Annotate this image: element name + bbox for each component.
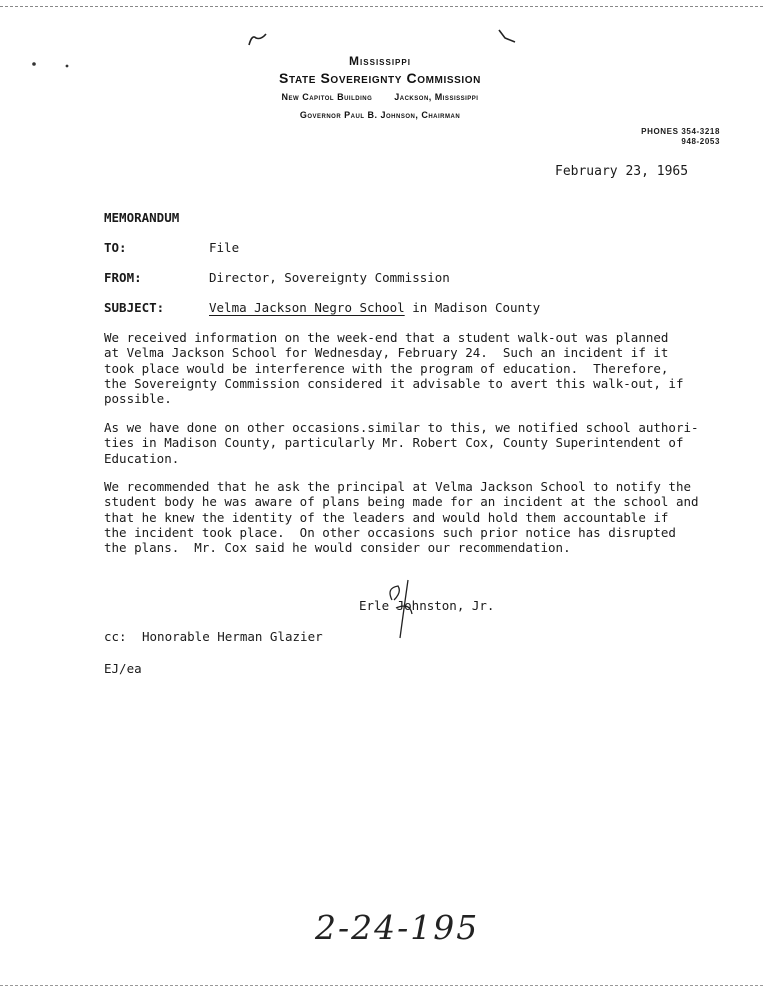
text-line: the Sovereignty Commission considered it advisable to avert this walk-out, if — [104, 375, 684, 391]
to-value: File — [209, 240, 240, 255]
phone-numbers — [641, 127, 720, 147]
text-line: As we have done on other occasions.similar to this, we notified school authori- — [104, 420, 699, 435]
body-paragraph-2 — [104, 420, 704, 466]
memo-date: February 23, 1965 — [555, 164, 689, 179]
body-paragraph-1 — [104, 330, 704, 406]
scan-dots-icon — [30, 60, 74, 70]
scan-mark-icon — [495, 26, 519, 48]
letterhead-governor: Governor Paul B. Johnson, Chairman — [299, 110, 461, 120]
cc-recipient: Honorable Herman Glazier — [142, 629, 323, 644]
letterhead — [200, 54, 560, 120]
letterhead-state: Mississippi — [349, 54, 411, 68]
from-value: Director, Sovereignty Commission — [209, 270, 450, 285]
to-label: TO: — [104, 240, 127, 255]
body-paragraph-3 — [104, 479, 704, 555]
text-line: at Velma Jackson School for Wednesday, February 24. Such an incident if it — [104, 345, 669, 361]
scan-mark-icon — [246, 28, 270, 48]
text-line: ties in Madison County, particularly Mr. Robert Cox, County Superintendent of — [104, 435, 684, 451]
phone-line: PHONES 354-3218 — [641, 127, 720, 136]
letterhead-address — [200, 92, 560, 102]
bottom-edge-rule — [0, 985, 763, 987]
cc-label: cc: — [104, 629, 127, 644]
subject-value — [209, 300, 540, 315]
memo-heading: MEMORANDUM — [104, 210, 180, 225]
text-line: the incident took place. On other occasions such prior notice has disrupted — [104, 524, 676, 540]
letterhead-building: New Capitol Building — [281, 92, 373, 102]
cc-line — [104, 629, 323, 644]
text-line: possible. — [104, 391, 172, 407]
text-line: We recommended that he ask the principal at Velma Jackson School to notify the — [104, 479, 691, 494]
handwritten-date-annotation — [313, 905, 523, 950]
signature-name: Erle Johnston, Jr. — [359, 598, 495, 613]
typist-initials: EJ/ea — [104, 661, 142, 676]
letterhead-city: Jackson, Mississippi — [394, 92, 479, 102]
top-edge-rule — [0, 6, 763, 8]
letterhead-agency: State Sovereignty Commission — [279, 70, 481, 86]
subject-label: SUBJECT: — [104, 300, 165, 315]
text-line: took place would be interference with the program of education. Therefore, — [104, 360, 669, 376]
handwritten-date-text: 2-24-195 — [315, 908, 480, 947]
subject-school-name: Velma Jackson Negro School — [209, 300, 405, 315]
text-line: Education. — [104, 450, 180, 466]
subject-location: in Madison County — [404, 300, 541, 315]
phone-line: 948-2053 — [681, 137, 720, 146]
text-line: that he knew the identity of the leaders and would hold them accountable if — [104, 509, 669, 525]
text-line: student body he was aware of plans being made for an incident at the school and — [104, 494, 699, 510]
text-line: We received information on the week-end that a student walk-out was planned — [104, 330, 669, 345]
from-label: FROM: — [104, 270, 142, 285]
text-line: the plans. Mr. Cox said he would consider our recommendation. — [104, 540, 571, 556]
